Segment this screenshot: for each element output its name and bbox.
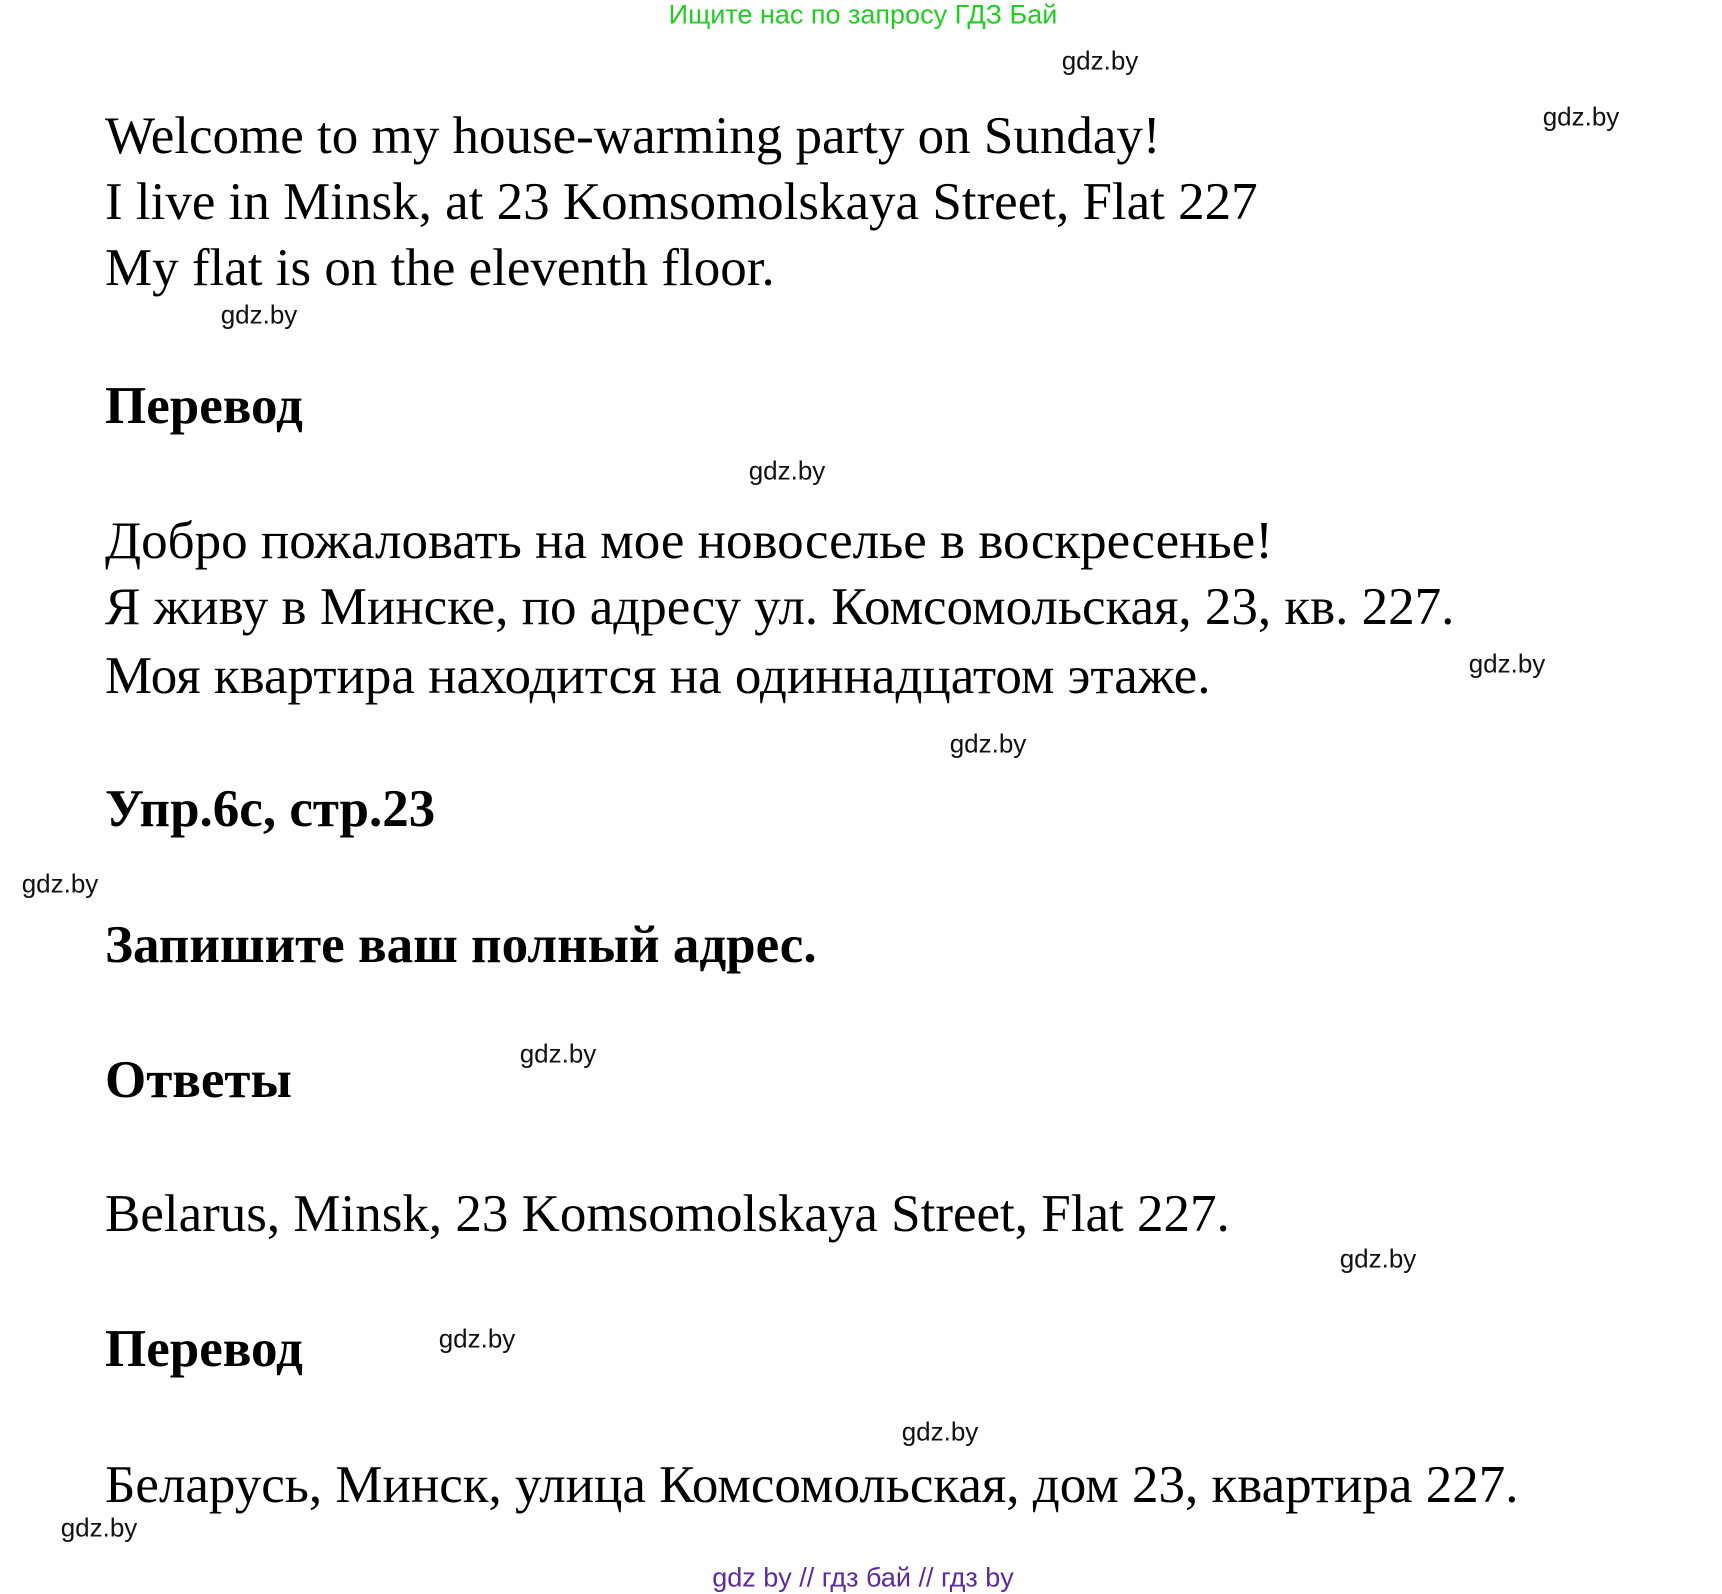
english-line: Welcome to my house-warming party on Sunday! <box>105 107 1161 165</box>
exercise-title: Упр.6с, стр.23 <box>105 780 436 838</box>
watermark: gdz.by <box>21 868 99 899</box>
watermark: gdz.by <box>748 455 826 486</box>
watermark: gdz.by <box>949 728 1027 759</box>
english-line: My flat is on the eleventh floor. <box>105 239 775 297</box>
english-line: I live in Minsk, at 23 Komsomolskaya Street, Flat 227 <box>105 173 1258 231</box>
watermark: gdz.by <box>1542 101 1620 132</box>
russian-line: Я живу в Минске, по адресу ул. Комсомольская, 23, кв. 227. <box>105 578 1455 636</box>
watermark: gdz.by <box>901 1416 979 1447</box>
watermark: gdz.by <box>1468 648 1546 679</box>
exercise-task: Запишите ваш полный адрес. <box>105 916 817 974</box>
watermark: gdz.by <box>519 1038 597 1069</box>
watermark: gdz.by <box>60 1512 138 1543</box>
watermark: gdz.by <box>438 1323 516 1354</box>
watermark: gdz.by <box>220 299 298 330</box>
translation-heading: Перевод <box>105 1320 303 1378</box>
watermark: gdz.by <box>1339 1243 1417 1274</box>
answer-text: Belarus, Minsk, 23 Komsomolskaya Street, Flat 227. <box>105 1185 1230 1243</box>
watermark: gdz.by <box>1061 45 1139 76</box>
russian-line: Моя квартира находится на одиннадцатом этаже. <box>105 647 1211 705</box>
answers-heading: Ответы <box>105 1051 292 1109</box>
footer-links[interactable]: gdz by // гдз бай // гдз by <box>712 1562 1014 1593</box>
translation-heading: Перевод <box>105 377 303 435</box>
russian-line: Добро пожаловать на мое новоселье в воскресенье! <box>105 512 1273 570</box>
search-banner[interactable]: Ищите нас по запросу ГДЗ Бай <box>668 0 1058 30</box>
answer-translation: Беларусь, Минск, улица Комсомольская, дом 23, квартира 227. <box>105 1456 1519 1514</box>
